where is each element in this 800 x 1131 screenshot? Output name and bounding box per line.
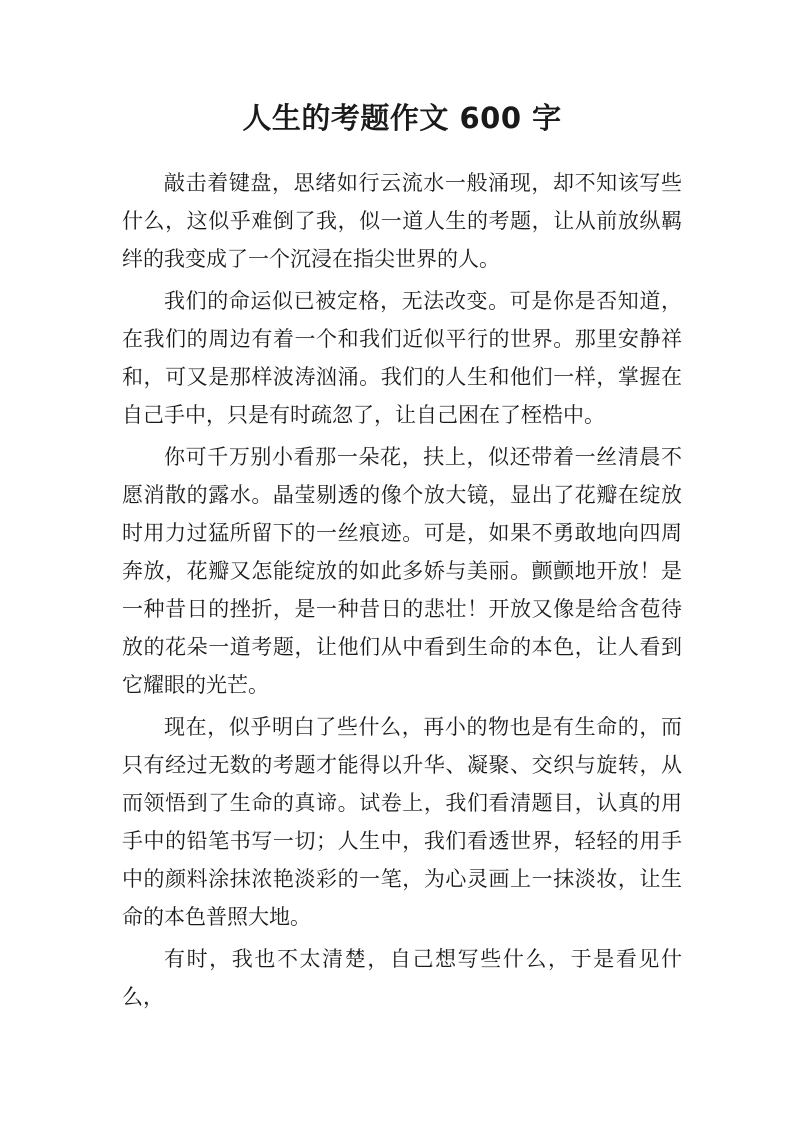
paragraph: 有时，我也不太清楚，自己想写些什么，于是看见什么， <box>122 947 682 1009</box>
paragraph: 你可千万别小看那一朵花，扶上，似还带着一丝清晨不愿消散的露水。晶莹剔透的像个放大镜，显出了花瓣在绽放时用力过猛所留下的一丝痕迹。可是，如果不勇敢地向四周奔放，花瓣又怎能绽放的如此多娇与美丽。颤颤地开放！是一种昔日的挫折，是一种昔日的悲壮！开放又像是给含苞待放的花朵一道考题，让他们从中看到生命的本色，让人看到它耀眼的光芒。 <box>122 445 682 697</box>
paragraph: 现在，似乎明白了些什么，再小的物也是有生命的，而只有经过无数的考题才能得以升华、凝聚、交织与旋转，从而领悟到了生命的真谛。试卷上，我们看清题目，认真的用手中的铅笔书写一切；人生中，我们看透世界，轻轻的用手中的颜料涂抹浓艳淡彩的一笔，为心灵画上一抹淡妆，让生命的本色普照大地。 <box>122 715 682 929</box>
paragraph: 敲击着键盘，思绪如行云流水一般涌现，却不知该写些什么，这似乎难倒了我，似一道人生的考题，让从前放纵羁绊的我变成了一个沉浸在指尖世界的人。 <box>122 171 682 271</box>
document-title: 人生的考题作文 600 字 <box>242 101 562 135</box>
article-body <box>122 164 682 1020</box>
paragraph: 我们的命运似已被定格，无法改变。可是你是否知道，在我们的周边有着一个和我们近似平行的世界。那里安静祥和，可又是那样波涛汹涌。我们的人生和他们一样，掌握在自己手中，只是有时疏忽了，让自己困在了桎梏中。 <box>122 289 682 427</box>
